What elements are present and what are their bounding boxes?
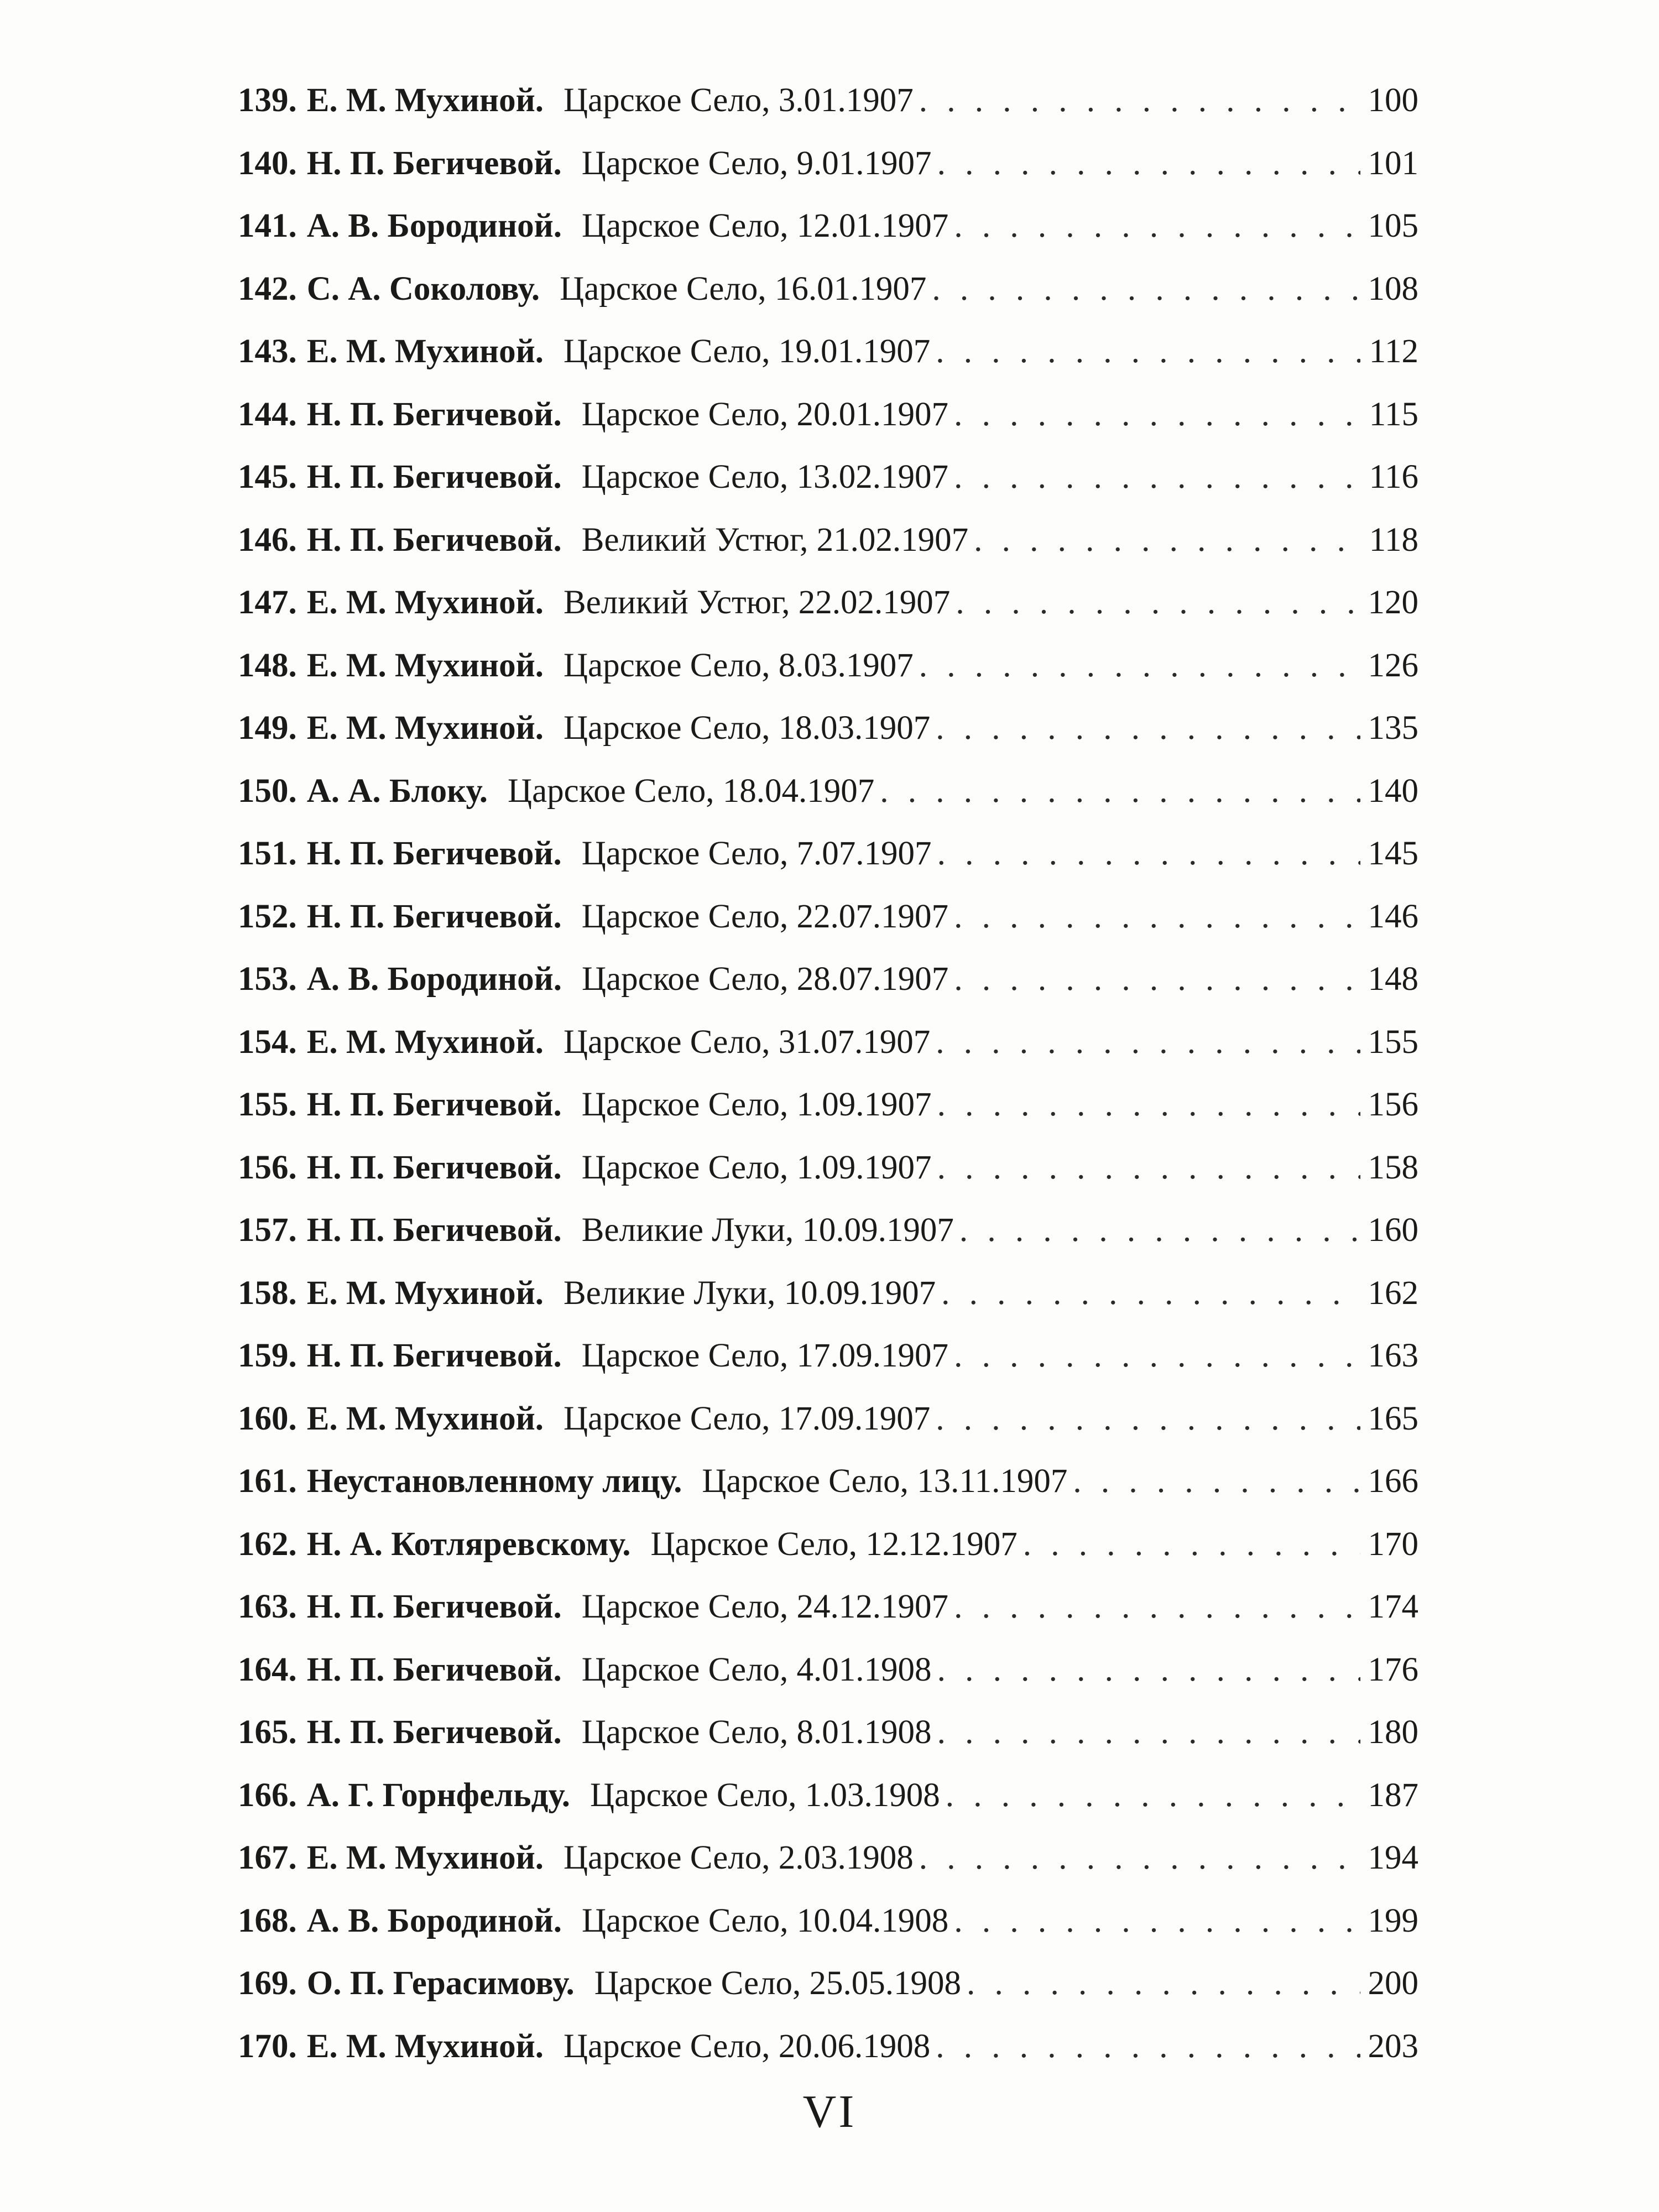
dot-leader: [1073, 1450, 1360, 1513]
toc-entry: [238, 1011, 1418, 1074]
entry-page-number: 140: [1368, 772, 1418, 810]
entry-place-date: Царское Село, 7.07.1907: [581, 835, 932, 872]
entry-place-date: Царское Село, 9.01.1907: [581, 144, 932, 182]
entry-addressee: Н. А. Котляревскому.: [306, 1525, 631, 1563]
dot-leader: [937, 132, 1360, 195]
entry-page-number: 174: [1368, 1588, 1418, 1625]
dot-leader: [937, 822, 1360, 885]
dot-leader: [919, 69, 1360, 132]
entry-place-date: Царское Село, 19.01.1907: [563, 333, 931, 370]
entry-page-number: 170: [1368, 1525, 1418, 1563]
entry-page-number: 158: [1368, 1149, 1418, 1186]
dot-leader: [936, 697, 1360, 760]
entry-page-number: 180: [1368, 1714, 1418, 1751]
dot-leader: [932, 258, 1360, 321]
entry-number: 164.: [238, 1651, 297, 1688]
entry-place-date: Царское Село, 24.12.1907: [581, 1588, 949, 1625]
entry-number: 162.: [238, 1525, 297, 1563]
entry-addressee: Е. М. Мухиной.: [306, 2027, 544, 2065]
entry-number: 142.: [238, 270, 297, 307]
toc-entry: [238, 1450, 1418, 1513]
dot-leader: [974, 509, 1360, 572]
entry-place-date: Великие Луки, 10.09.1907: [581, 1212, 954, 1249]
entry-page-number: 108: [1368, 270, 1418, 307]
entry-addressee: Н. П. Бегичевой.: [306, 1149, 562, 1186]
dot-leader: [954, 1324, 1360, 1387]
entry-place-date: Царское Село, 1.09.1907: [581, 1149, 932, 1186]
toc-entry: [238, 822, 1418, 885]
entry-addressee: Е. М. Мухиной.: [306, 584, 544, 621]
entry-addressee: А. В. Бородиной.: [306, 1902, 562, 1939]
entry-place-date: Царское Село, 31.07.1907: [563, 1023, 931, 1061]
entry-page-number: 165: [1368, 1400, 1418, 1437]
dot-leader: [937, 1639, 1360, 1702]
entry-place-date: Царское Село, 4.01.1908: [581, 1651, 932, 1688]
entry-number: 160.: [238, 1400, 297, 1437]
toc-entry: [238, 760, 1418, 823]
entry-addressee: А. Г. Горнфельду.: [306, 1776, 571, 1814]
entry-addressee: Е. М. Мухиной.: [306, 82, 544, 119]
entry-addressee: Е. М. Мухиной.: [306, 1839, 544, 1876]
dot-leader: [937, 1073, 1360, 1136]
toc-entry: [238, 1827, 1418, 1890]
dot-leader: [954, 885, 1360, 948]
entry-addressee: А. В. Бородиной.: [306, 207, 562, 244]
toc-entry: [238, 383, 1418, 446]
toc-entry: [238, 132, 1418, 195]
toc-entry: [238, 320, 1418, 383]
entry-place-date: Царское Село, 3.01.1907: [563, 82, 914, 119]
entry-place-date: Царское Село, 28.07.1907: [582, 961, 949, 998]
entry-addressee: Е. М. Мухиной.: [306, 1274, 544, 1312]
entry-page-number: 100: [1368, 82, 1418, 119]
toc-entry: [238, 69, 1418, 132]
entry-place-date: Царское Село, 12.01.1907: [582, 207, 949, 244]
entry-place-date: Царское Село, 1.03.1908: [590, 1776, 940, 1814]
entry-place-date: Царское Село, 2.03.1908: [563, 1839, 914, 1876]
entry-page-number: 145: [1368, 835, 1418, 872]
entry-page-number: 187: [1368, 1776, 1418, 1814]
entry-number: 157.: [238, 1212, 297, 1249]
dot-leader: [967, 1952, 1360, 2015]
entry-page-number: 101: [1368, 144, 1418, 182]
entry-number: 155.: [238, 1086, 297, 1123]
entry-place-date: Царское Село, 18.03.1907: [563, 709, 931, 747]
entry-page-number: 155: [1368, 1023, 1418, 1061]
entry-page-number: 116: [1369, 458, 1418, 495]
entry-addressee: Н. П. Бегичевой.: [306, 1714, 562, 1751]
dot-leader: [936, 2015, 1360, 2078]
entry-number: 140.: [238, 144, 297, 182]
dot-leader: [937, 1701, 1360, 1764]
dot-leader: [956, 571, 1360, 634]
toc-entry: [238, 1764, 1418, 1827]
entry-number: 165.: [238, 1714, 297, 1751]
entry-addressee: Н. П. Бегичевой.: [306, 521, 562, 559]
dot-leader: [880, 760, 1360, 823]
entry-number: 161.: [238, 1463, 297, 1500]
dot-leader: [954, 383, 1360, 446]
entry-page-number: 160: [1368, 1212, 1418, 1249]
entry-place-date: Царское Село, 22.07.1907: [581, 898, 949, 935]
toc-entry: [238, 1639, 1418, 1702]
dot-leader: [919, 1827, 1360, 1890]
entry-place-date: Великий Устюг, 21.02.1907: [581, 521, 969, 559]
entry-number: 150.: [238, 772, 297, 810]
entry-place-date: Царское Село, 8.01.1908: [581, 1714, 932, 1751]
entry-place-date: Великие Луки, 10.09.1907: [563, 1274, 936, 1312]
toc-entry: [238, 1324, 1418, 1387]
entry-addressee: Н. П. Бегичевой.: [306, 1651, 562, 1688]
dot-leader: [1023, 1513, 1360, 1576]
entry-number: 152.: [238, 898, 297, 935]
entry-page-number: 199: [1368, 1902, 1418, 1939]
entry-page-number: 176: [1368, 1651, 1418, 1688]
toc-entry: [238, 885, 1418, 948]
toc-entry: [238, 1952, 1418, 2015]
entry-place-date: Царское Село, 20.06.1908: [563, 2027, 931, 2065]
entry-place-date: Царское Село, 10.04.1908: [582, 1902, 949, 1939]
entry-number: 146.: [238, 521, 297, 559]
entry-place-date: Царское Село, 8.03.1907: [563, 646, 914, 684]
toc-entry: [238, 1387, 1418, 1451]
entry-place-date: Великий Устюг, 22.02.1907: [563, 584, 951, 621]
entry-place-date: Царское Село, 1.09.1907: [581, 1086, 932, 1123]
entry-page-number: 156: [1368, 1086, 1418, 1123]
entry-page-number: 135: [1368, 709, 1418, 747]
entry-page-number: 112: [1369, 333, 1418, 370]
entry-page-number: 203: [1368, 2027, 1418, 2065]
entry-page-number: 194: [1368, 1839, 1418, 1876]
entry-addressee: Н. П. Бегичевой.: [306, 458, 562, 495]
toc-entry: [238, 697, 1418, 760]
toc-entry: [238, 509, 1418, 572]
toc-entry: [238, 1136, 1418, 1199]
dot-leader: [959, 1199, 1360, 1262]
toc-entry: [238, 1890, 1418, 1953]
entry-addressee: Неустановленному лицу.: [306, 1463, 682, 1500]
entry-page-number: 163: [1368, 1337, 1418, 1374]
dot-leader: [954, 195, 1360, 258]
toc-entry: [238, 2015, 1418, 2078]
entry-addressee: Н. П. Бегичевой.: [306, 1086, 562, 1123]
entry-number: 154.: [238, 1023, 297, 1061]
entry-addressee: Н. П. Бегичевой.: [306, 144, 562, 182]
entry-number: 166.: [238, 1776, 297, 1814]
entry-number: 149.: [238, 709, 297, 747]
toc-entry: [238, 446, 1418, 509]
dot-leader: [936, 1387, 1360, 1451]
dot-leader: [954, 948, 1360, 1011]
entry-number: 163.: [238, 1588, 297, 1625]
dot-leader: [946, 1764, 1360, 1827]
entry-number: 143.: [238, 333, 297, 370]
entry-place-date: Царское Село, 20.01.1907: [581, 395, 949, 433]
entry-number: 156.: [238, 1149, 297, 1186]
entry-addressee: С. А. Соколову.: [306, 270, 540, 307]
entry-place-date: Царское Село, 12.12.1907: [650, 1525, 1018, 1563]
toc-entry: [238, 1199, 1418, 1262]
entry-number: 144.: [238, 395, 297, 433]
entry-page-number: 118: [1369, 521, 1418, 559]
entry-place-date: Царское Село, 17.09.1907: [581, 1337, 949, 1374]
entry-place-date: Царское Село, 13.02.1907: [581, 458, 949, 495]
entry-page-number: 115: [1369, 395, 1418, 433]
entry-page-number: 148: [1368, 961, 1418, 998]
entry-number: 147.: [238, 584, 297, 621]
page-folio: VI: [802, 2086, 857, 2137]
toc-entry: [238, 634, 1418, 697]
dot-leader: [954, 1575, 1360, 1639]
entry-place-date: Царское Село, 17.09.1907: [563, 1400, 931, 1437]
entry-addressee: Е. М. Мухиной.: [306, 709, 544, 747]
dot-leader: [937, 1136, 1360, 1199]
entry-number: 168.: [238, 1902, 297, 1939]
entry-place-date: Царское Село, 16.01.1907: [560, 270, 927, 307]
toc-entry: [238, 948, 1418, 1011]
dot-leader: [936, 320, 1360, 383]
entry-number: 158.: [238, 1274, 297, 1312]
table-of-contents: [238, 69, 1418, 2078]
toc-entry: [238, 258, 1418, 321]
toc-entry: [238, 571, 1418, 634]
toc-entry: [238, 195, 1418, 258]
entry-number: 159.: [238, 1337, 297, 1374]
entry-addressee: Е. М. Мухиной.: [306, 1023, 544, 1061]
entry-number: 169.: [238, 1965, 297, 2002]
entry-number: 145.: [238, 458, 297, 495]
entry-addressee: Н. П. Бегичевой.: [306, 898, 562, 935]
entry-number: 141.: [238, 207, 297, 244]
entry-addressee: Н. П. Бегичевой.: [306, 835, 562, 872]
entry-page-number: 105: [1368, 207, 1418, 244]
entry-number: 151.: [238, 835, 297, 872]
entry-number: 167.: [238, 1839, 297, 1876]
toc-entry: [238, 1073, 1418, 1136]
toc-entry: [238, 1575, 1418, 1639]
toc-entry: [238, 1701, 1418, 1764]
entry-addressee: А. А. Блоку.: [306, 772, 488, 810]
toc-entry: [238, 1513, 1418, 1576]
dot-leader: [941, 1262, 1360, 1325]
entry-number: 139.: [238, 82, 297, 119]
entry-addressee: Е. М. Мухиной.: [306, 333, 544, 370]
entry-addressee: Е. М. Мухиной.: [306, 1400, 544, 1437]
entry-number: 153.: [238, 961, 297, 998]
entry-page-number: 166: [1368, 1463, 1418, 1500]
entry-page-number: 120: [1368, 584, 1418, 621]
entry-number: 170.: [238, 2027, 297, 2065]
entry-addressee: Н. П. Бегичевой.: [306, 395, 562, 433]
entry-page-number: 162: [1368, 1274, 1418, 1312]
entry-place-date: Царское Село, 25.05.1908: [594, 1965, 962, 2002]
entry-page-number: 146: [1368, 898, 1418, 935]
entry-page-number: 200: [1368, 1965, 1418, 2002]
dot-leader: [954, 446, 1360, 509]
entry-addressee: А. В. Бородиной.: [306, 961, 562, 998]
entry-addressee: Н. П. Бегичевой.: [306, 1588, 562, 1625]
entry-addressee: Н. П. Бегичевой.: [306, 1212, 562, 1249]
entry-page-number: 126: [1368, 646, 1418, 684]
dot-leader: [954, 1890, 1360, 1953]
entry-addressee: Е. М. Мухиной.: [306, 646, 544, 684]
entry-number: 148.: [238, 646, 297, 684]
entry-place-date: Царское Село, 18.04.1907: [508, 772, 875, 810]
entry-addressee: Н. П. Бегичевой.: [306, 1337, 562, 1374]
entry-addressee: О. П. Герасимову.: [306, 1965, 575, 2002]
dot-leader: [936, 1011, 1360, 1074]
dot-leader: [919, 634, 1360, 697]
toc-entry: [238, 1262, 1418, 1325]
entry-place-date: Царское Село, 13.11.1907: [702, 1463, 1068, 1500]
